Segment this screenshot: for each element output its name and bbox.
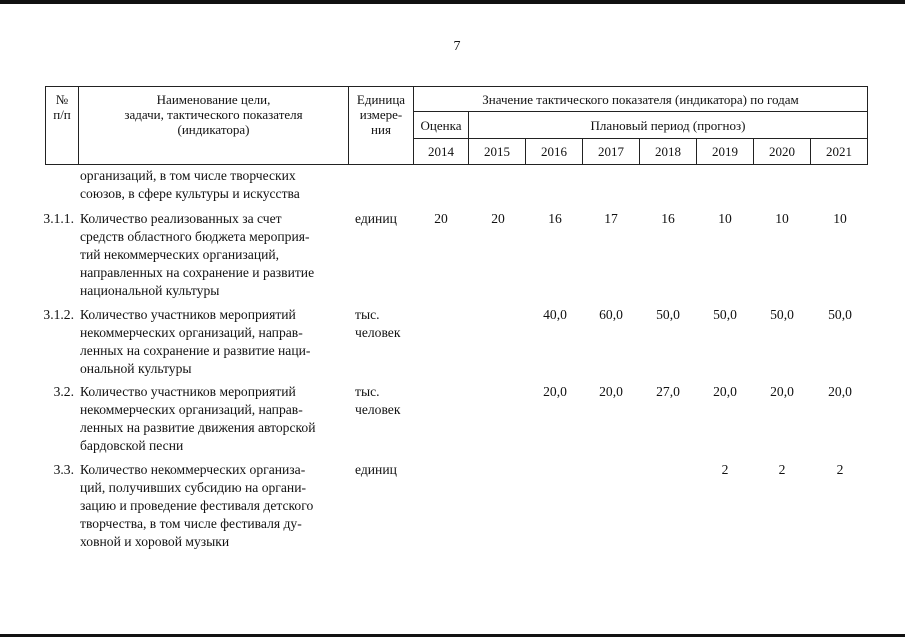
row-value-2021: 10: [833, 211, 847, 226]
row-value-2019: 2: [721, 462, 729, 477]
row-unit: единиц: [355, 462, 397, 477]
header-estimate: Оценка: [414, 112, 469, 139]
row-value-2016: 40,0: [543, 307, 567, 322]
row-unit: тыс. человек: [355, 384, 401, 417]
row-value-2019: 50,0: [713, 307, 737, 322]
header-name: Наименование цели, задачи, тактического показателя (индикатора): [79, 87, 349, 165]
header-year: 2018: [640, 139, 697, 165]
header-year: 2017: [583, 139, 640, 165]
row-value-2020: 2: [778, 462, 786, 477]
row-value-2019: 20,0: [713, 384, 737, 399]
row-value-2014: 20: [434, 211, 448, 226]
header-unit: Единица измере- ния: [349, 87, 414, 165]
top-rule: [0, 0, 905, 4]
row-value-2018: 27,0: [656, 384, 680, 399]
row-value-2021: 2: [836, 462, 844, 477]
row-value-2016: 16: [548, 211, 562, 226]
row-value-2020: 20,0: [770, 384, 794, 399]
bottom-rule: [0, 634, 905, 637]
table-header: [45, 86, 868, 165]
row-unit: тыс. человек: [355, 307, 401, 340]
continuation-text: организаций, в том числе творческих союзов, в сфере культуры и искусства: [80, 168, 300, 201]
row-number: 3.1.1.: [43, 211, 74, 226]
row-name: Количество реализованных за счет средств областного бюджета мероприя- тий некоммерческих организаций, направленных на сохранение и развитие национальной культуры: [80, 211, 315, 298]
row-value-2021: 50,0: [828, 307, 852, 322]
row-value-2018: 16: [661, 211, 675, 226]
row-value-2019: 10: [718, 211, 732, 226]
header-year: 2021: [811, 139, 868, 165]
row-name: Количество участников мероприятий некоммерческих организаций, направ- ленных на сохранение и развитие наци- ональной культуры: [80, 307, 311, 376]
header-year: 2014: [414, 139, 469, 165]
header-num: № п/п: [46, 87, 79, 165]
header-values-title: Значение тактического показателя (индикатора) по годам: [414, 87, 868, 112]
row-value-2015: 20: [491, 211, 505, 226]
row-value-2018: 50,0: [656, 307, 680, 322]
row-number: 3.2.: [53, 384, 74, 399]
row-value-2017: 60,0: [599, 307, 623, 322]
row-value-2017: 20,0: [599, 384, 623, 399]
row-value-2016: 20,0: [543, 384, 567, 399]
row-value-2017: 17: [604, 211, 618, 226]
row-value-2021: 20,0: [828, 384, 852, 399]
row-number: 3.3.: [53, 462, 74, 477]
header-year: 2015: [469, 139, 526, 165]
row-value-2020: 10: [775, 211, 789, 226]
row-value-2020: 50,0: [770, 307, 794, 322]
header-year: 2019: [697, 139, 754, 165]
row-number: 3.1.2.: [43, 307, 74, 322]
row-name: Количество участников мероприятий некоммерческих организаций, направ- ленных на развитие движения авторской бардовской песни: [80, 384, 316, 453]
header-year: 2020: [754, 139, 811, 165]
header-planned: Плановый период (прогноз): [469, 112, 868, 139]
page-number: 7: [453, 39, 461, 54]
row-name: Количество некоммерческих организа- ций, получивших субсидию на органи- зацию и проведение фестиваля детского творчества, в том числе фестиваля ду- ховной и хоровой музыки: [80, 462, 314, 549]
header-year: 2016: [526, 139, 583, 165]
row-unit: единиц: [355, 211, 397, 226]
